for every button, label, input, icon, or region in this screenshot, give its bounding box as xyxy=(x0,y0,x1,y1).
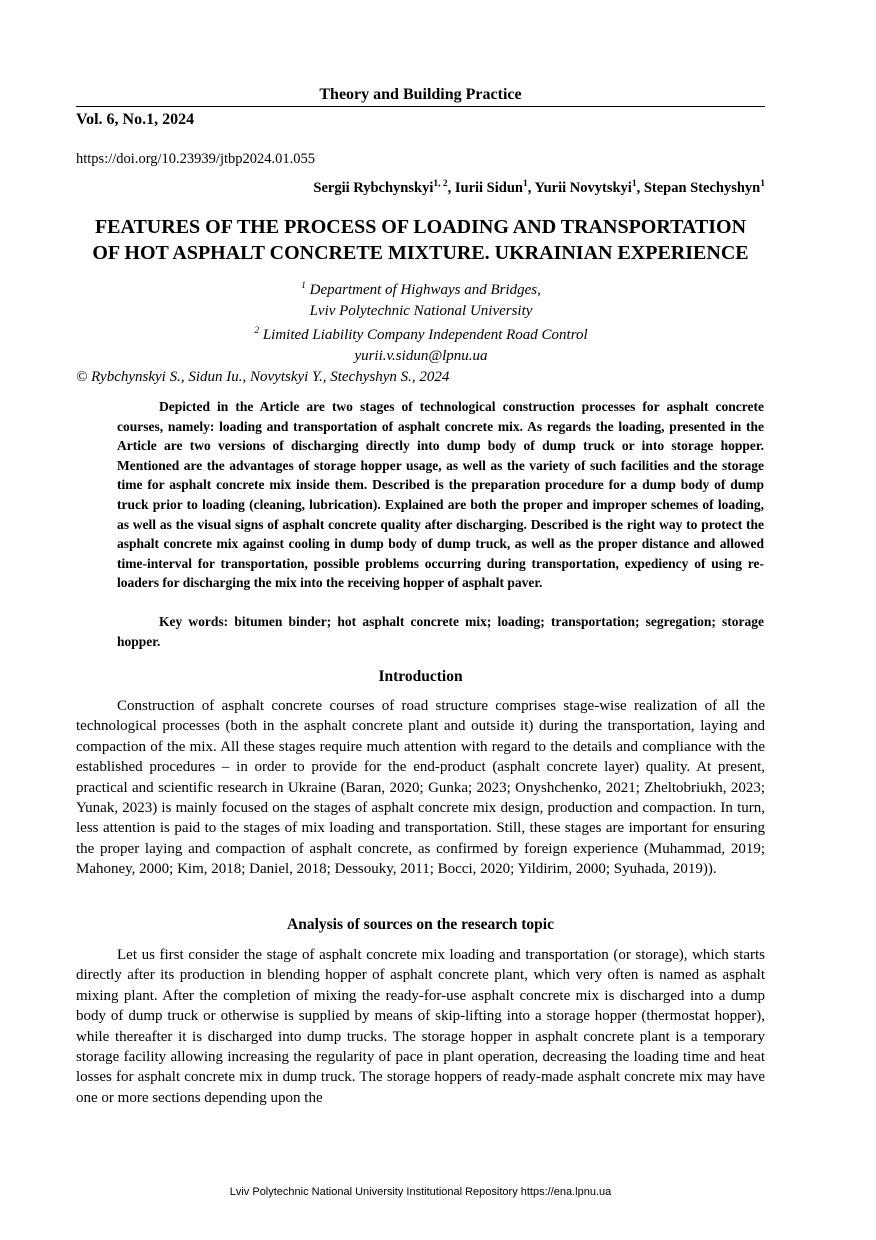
title-line: FEATURES OF THE PROCESS OF LOADING AND TRANSPORTATION xyxy=(94,216,747,238)
affiliation-dept: Department of Highways and Bridges, xyxy=(309,282,541,298)
repository-footer: Lviv Polytechnic National University Institutional Repository https://ena.lpnu.ua xyxy=(229,1186,612,1198)
copyright-line: © Rybchynskyi S., Sidun Iu., Novytskyi Y., Stechyshyn S., 2024 xyxy=(76,369,450,385)
keywords: Key words: bitumen binder; hot asphalt concrete mix; loading; transportation; segregation; storage hopper. xyxy=(117,614,764,649)
author-separator: , xyxy=(527,179,535,196)
title-line: OF HOT ASPHALT CONCRETE MIXTURE. UKRAINIAN EXPERIENCE xyxy=(92,242,749,264)
affiliation-company: Limited Liability Company Independent Road Control xyxy=(262,327,588,343)
author-name: Stepan Stechyshyn xyxy=(643,179,761,196)
analysis-paragraph: Let us first consider the stage of asphalt concrete mix loading and transportation (or storage), which starts directly after its production in blending hopper of asphalt concrete plant, which very often is named as asphalt mixing plant. After the completion of mixing the ready-for-use asphalt concrete mix is discharged into a dump body of dump truck or otherwise is supplied by means of skip-lifting into a storage hopper (thermostat hopper), while thereafter it is discharged into dump trucks. The storage hopper in asphalt concrete plant is a temporary storage facility allowing increasing the regularity of pace in plant operation, decreasing the loading time and heat losses for asphalt concrete mix in dump truck. The storage hoppers of ready-made asphalt concrete mix may have one or more sections depending upon the xyxy=(76,947,765,1106)
affiliation-sup: 2 xyxy=(254,326,260,336)
affiliation-sup: 1 xyxy=(301,281,306,291)
abstract: Depicted in the Article are two stages of technological construction processes for asphalt concrete courses, namely: loading and transportation of asphalt concrete mix. As regards the loading, presented in the Article are two versions of discharging directly into dump body of dump truck or into storage hopper. Mentioned are the advantages of storage hopper usage, as well as the variety of such facilities and the storage time for asphalt concrete mix inside them. Described is the preparation procedure for a dump body of dump truck prior to loading (cleaning, lubrication). Explained are both the proper and improper schemes of loading, as well as the visual signs of asphalt concrete quality after discharging. Described is the right way to protect the asphalt concrete mix against cooling in dump body of dump truck, as well as the proper distance and allowed time-interval for transportation, possible problems occurring during transportation, expediency of using re-loaders for discharging the mix into the receiving hopper of asphalt paver. xyxy=(117,399,764,591)
affiliation-2 xyxy=(176,321,666,346)
section-heading-analysis: Analysis of sources on the research topic xyxy=(287,916,554,933)
journal-title: Theory and Building Practice xyxy=(319,86,522,103)
affiliations xyxy=(176,276,666,366)
author-name: Yurii Novytskyi xyxy=(534,179,632,196)
paper-title xyxy=(70,214,771,266)
introduction-paragraph: Construction of asphalt concrete courses of road structure comprises stage-wise realization of all the technological processes (both in the asphalt concrete plant and outside it) during the transportation, laying and compaction of the mix. All these stages require much attention with regard to the details and compliance with the established procedures – in order to provide for the end-product (asphalt concrete layer) quality. At present, practical and scientific research in Ukraine (Baran, 2020; Gunka; 2023; Onyshchenko, 2021; Zheltobriukh, 2023; Yunak, 2023) is mainly focused on the stages of asphalt concrete mix design, production and compaction. In turn, less attention is paid to the stages of mix loading and transportation. Still, these stages are important for ensuring the proper laying and compaction of asphalt concrete, as confirmed by foreign experience (Muhammad, 2019; Mahoney, 2000; Kim, 2018; Daniel, 2018; Dessouky, 2011; Bocci, 2020; Yildirim, 2000; Syuhada, 2019)). xyxy=(76,698,765,878)
author-name: Sergii Rybchynskyi xyxy=(313,179,434,196)
affiliation-1 xyxy=(176,276,666,301)
author-sup: 1, 2 xyxy=(433,179,448,189)
author-name: Iurii Sidun xyxy=(454,179,523,196)
author-separator: , xyxy=(636,179,644,196)
author-sup: 1 xyxy=(631,179,637,189)
author-list xyxy=(313,179,765,197)
author-sup: 1 xyxy=(522,179,528,189)
volume-issue: Vol. 6, No.1, 2024 xyxy=(76,111,195,128)
contact-email[interactable]: yurii.v.sidun@lpnu.ua xyxy=(354,347,488,364)
section-heading-introduction: Introduction xyxy=(378,668,463,685)
doi-link[interactable]: https://doi.org/10.23939/jtbp2024.01.055 xyxy=(76,151,315,167)
affiliation-university: Lviv Polytechnic National University xyxy=(309,302,533,319)
header-rule xyxy=(76,106,765,107)
author-sup: 1 xyxy=(760,179,765,189)
author-separator: , xyxy=(447,179,455,196)
